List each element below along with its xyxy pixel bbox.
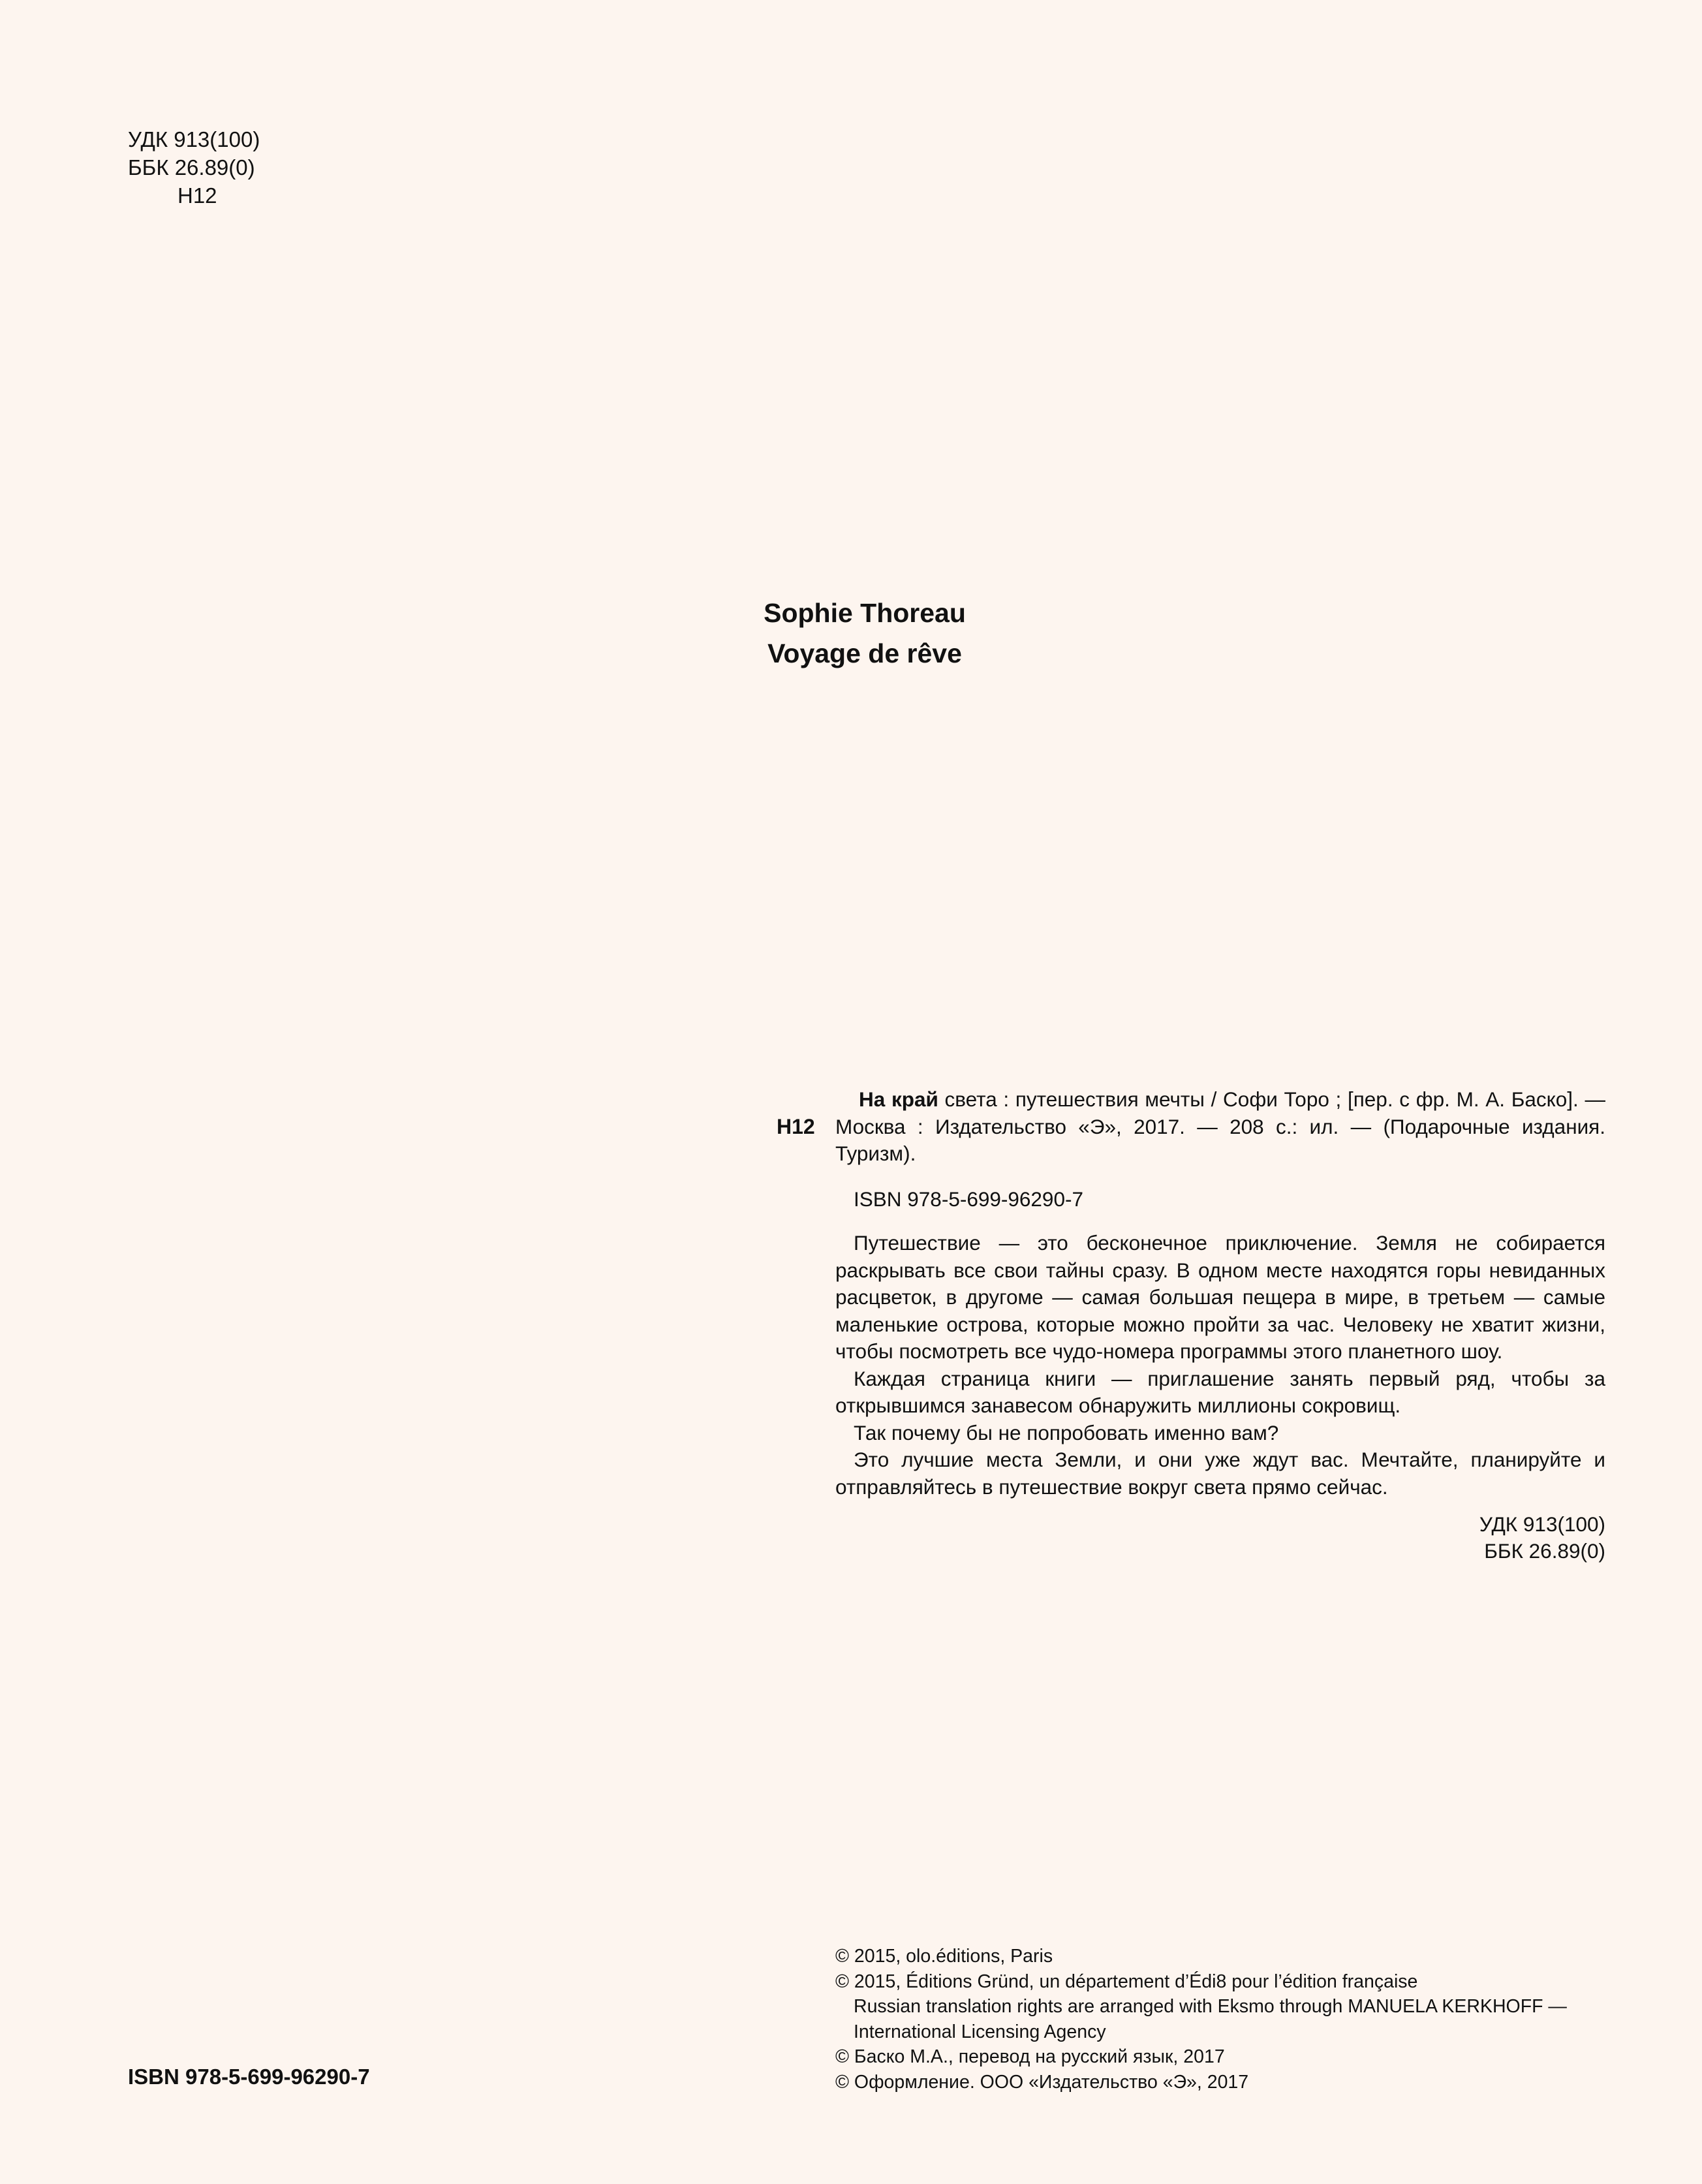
entry-description: света : путешествия мечты / Софи Торо ; [пер. с фр. М. А. Баско]. — Москва : Издательство «Э», 2017. — 208 с.: ил. — (Подарочные издания. Туризм). [835,1087,1605,1165]
record-author-sign: Н12 [777,1115,815,1138]
record-isbn: ISBN 978-5-699-96290-7 [854,1187,1083,1211]
copyright-line: © 2015, Éditions Gründ, un département d’Édi8 pour l’édition française [835,1971,1418,1992]
copyright-line: © Оформление. ООО «Издательство «Э», 2017 [835,2071,1249,2093]
record-bbk: ББК 26.89(0) [1484,1539,1605,1563]
copyright-line: International Licensing Agency [854,2021,1106,2042]
copyright-line: © 2015, olo.éditions, Paris [835,1946,1053,1967]
bibliographic-record [835,1086,1605,1565]
bbk-code: ББК 26.89(0) [128,155,255,179]
udk-code: УДК 913(100) [128,127,260,151]
bibliographic-entry [835,1086,1605,1168]
copyright-line: © Баско М.А., перевод на русский язык, 2017 [835,2046,1225,2067]
annotation-paragraph: Это лучшие места Земли, и они уже ждут вас. Мечтайте, планируйте и отправляйтесь в путешествие вокруг света прямо сейчас. [835,1448,1605,1499]
original-title: Voyage de rêve [767,638,962,668]
record-classification [835,1511,1605,1565]
isbn-bottom: ISBN 978-5-699-96290-7 [128,2065,370,2089]
annotation [835,1230,1605,1501]
entry-title-bold: На край [859,1087,938,1111]
original-edition [0,593,1702,674]
copyright-block [835,1944,1618,2095]
annotation-paragraph: Каждая страница книги — приглашение занять первый ряд, чтобы за открывшимся занавесом обнаружить миллионы сокровищ. [835,1366,1605,1417]
copyright-line: Russian translation rights are arranged with Eksmo through MANUELA KERKHOFF — [854,1996,1567,2017]
classification-block [128,125,260,210]
annotation-paragraph: Так почему бы не попробовать именно вам? [854,1420,1279,1444]
original-author: Sophie Thoreau [764,598,966,628]
author-sign: Н12 [178,183,217,208]
record-udk: УДК 913(100) [1479,1512,1605,1536]
annotation-paragraph: Путешествие — это бесконечное приключение. Земля не собирается раскрывать все свои тайны сразу. В одном месте находятся горы невиданных расцветок, в другоме — самая большая пещера в мире, в третьем — самые маленькие острова, которые можно пройти за час. Человеку не хватит жизни, чтобы посмотреть все чудо-номера программы этого планетного шоу. [835,1231,1605,1363]
